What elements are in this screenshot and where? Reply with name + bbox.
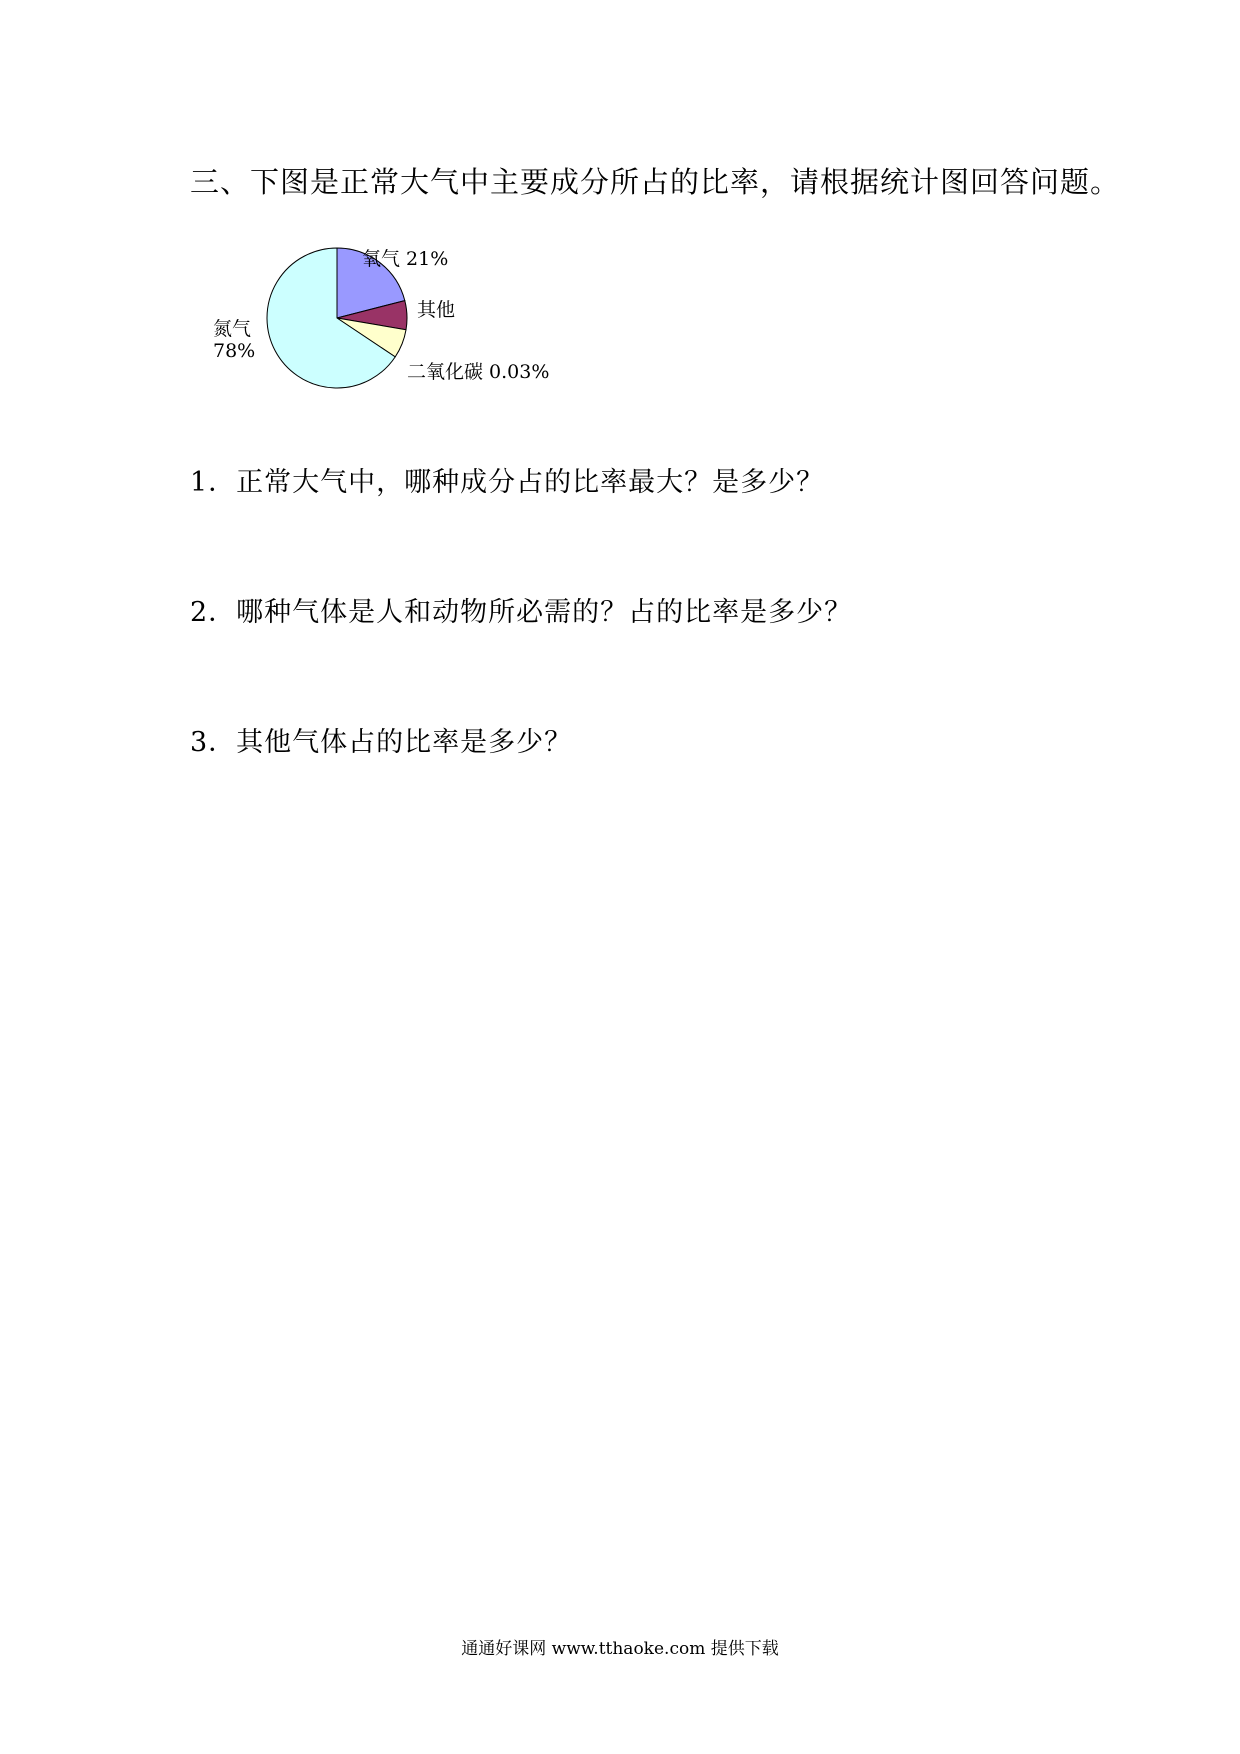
slice-label-oxygen: 氧气 21% [362, 248, 449, 270]
question-3: 3．其他气体占的比率是多少？ [190, 727, 573, 758]
footer-credit: 通通好课网 www.tthaoke.com 提供下载 [461, 1639, 779, 1659]
section-heading: 三、下图是正常大气中主要成分所占的比率，请根据统计图回答问题。 [190, 165, 1121, 199]
slice-label-nitrogen-pct: 78% [213, 340, 256, 362]
pie-chart [205, 240, 585, 420]
slice-label-other: 其他 [417, 299, 456, 321]
question-1: 1．正常大气中，哪种成分占的比率最大？是多少？ [190, 467, 825, 498]
slice-label-nitrogen-name: 氮气 [213, 318, 252, 340]
slice-label-co2: 二氧化碳 0.03% [407, 361, 550, 383]
question-2: 2．哪种气体是人和动物所必需的？占的比率是多少？ [190, 597, 853, 628]
